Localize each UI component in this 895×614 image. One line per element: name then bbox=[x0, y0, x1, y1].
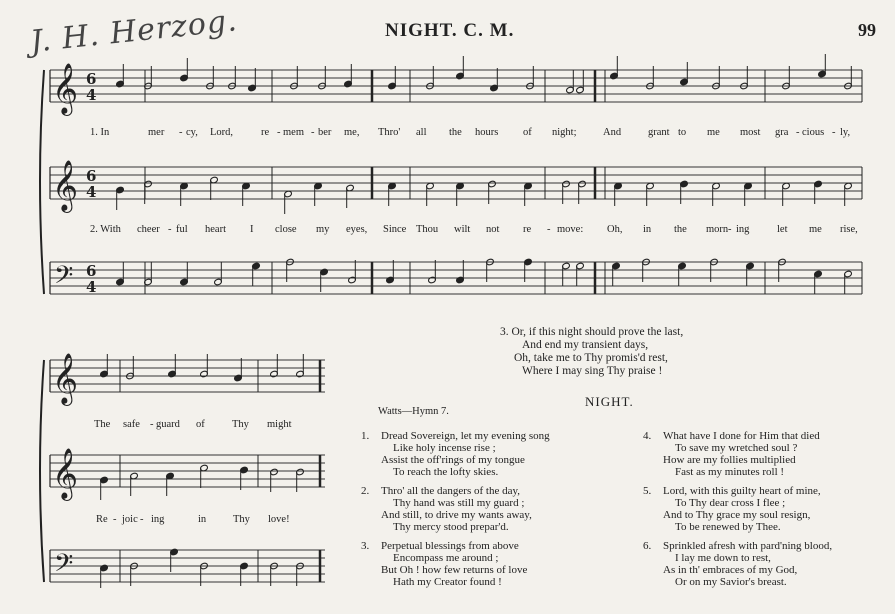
stanza-number: 2. bbox=[361, 485, 370, 497]
stanza-line: And to Thy grace my soul resign, bbox=[663, 509, 811, 521]
lyric-syllable: Thou bbox=[416, 224, 439, 235]
lyric-syllable: not bbox=[486, 224, 500, 235]
stanza-number: 3. bbox=[361, 540, 370, 552]
lyric-syllable: ful bbox=[176, 224, 188, 235]
lyric-syllable: ing bbox=[151, 514, 165, 525]
lyric-syllable: Thy bbox=[233, 514, 250, 525]
lyric-syllable: joic bbox=[122, 514, 138, 525]
lyric-syllable: cious bbox=[802, 127, 825, 138]
lyric-syllable: might bbox=[267, 419, 292, 430]
handwritten-signature: J. H. Herzog. bbox=[28, 3, 240, 60]
lyric-syllable: the bbox=[449, 127, 462, 138]
treble-clef: 𝄞 bbox=[52, 353, 79, 404]
stanza-number: 1. bbox=[361, 430, 370, 442]
system-brace bbox=[40, 360, 44, 582]
stanza-3 bbox=[361, 540, 528, 588]
lyric-syllable: me bbox=[707, 127, 720, 138]
lyric-syllable: Re bbox=[96, 514, 108, 525]
lyric-syllable: re bbox=[261, 127, 270, 138]
lyric-syllable: - bbox=[277, 127, 281, 138]
lyric-syllable: eyes, bbox=[346, 224, 368, 235]
lyric-syllable: mer bbox=[148, 127, 165, 138]
lyric-syllable: ing bbox=[736, 224, 750, 235]
time-signature: 4 bbox=[86, 183, 97, 201]
lyric-syllable: - bbox=[150, 419, 154, 430]
stanza-line: Assist the off'rings of my tongue bbox=[381, 454, 525, 466]
stanza-line: I lay me down to rest, bbox=[675, 552, 771, 564]
time-signature: 6 bbox=[86, 70, 97, 88]
stanza-1 bbox=[361, 430, 550, 478]
system1-verse1-lyrics bbox=[0, 127, 895, 141]
lyric-syllable: cheer bbox=[137, 224, 160, 235]
system2-verse1-lyrics bbox=[0, 419, 340, 433]
stanza-line: Thy hand was still my guard ; bbox=[393, 497, 525, 509]
lyric-syllable: - bbox=[140, 514, 144, 525]
system1-verse2-lyrics bbox=[0, 224, 895, 238]
lyric-syllable: ber bbox=[318, 127, 332, 138]
lyric-syllable: 2. With bbox=[90, 224, 121, 235]
lyric-syllable: of bbox=[196, 419, 205, 430]
stanza-line: To reach the lofty skies. bbox=[393, 466, 499, 478]
page-number: 99 bbox=[858, 20, 876, 40]
stanza-2 bbox=[361, 485, 532, 533]
lyric-syllable: most bbox=[740, 127, 761, 138]
verse3-line: And end my transient days, bbox=[522, 339, 649, 351]
lyric-syllable: heart bbox=[205, 224, 226, 235]
lyric-syllable: I bbox=[250, 224, 254, 235]
lyric-syllable: Thro' bbox=[378, 127, 401, 138]
lyric-syllable: mem bbox=[283, 127, 304, 138]
lyric-syllable: the bbox=[674, 224, 687, 235]
lyric-syllable: 1. In bbox=[90, 127, 110, 138]
lyric-syllable: to bbox=[678, 127, 687, 138]
lyric-syllable: safe bbox=[123, 419, 140, 430]
stanza-line: Perpetual blessings from above bbox=[381, 540, 519, 552]
lyric-syllable: all bbox=[416, 127, 427, 138]
lyric-syllable: morn bbox=[706, 224, 729, 235]
time-signature: 4 bbox=[86, 86, 97, 104]
stanza-line: To be renewed by Thee. bbox=[675, 521, 781, 533]
lyric-syllable: re bbox=[523, 224, 532, 235]
lyric-syllable: - bbox=[113, 514, 117, 525]
hymn-text-title: NIGHT. bbox=[585, 394, 634, 409]
stanza-5 bbox=[643, 485, 821, 533]
stanza-line: Sprinkled afresh with pard'ning blood, bbox=[663, 540, 833, 552]
verse3-line: Oh, take me to Thy promis'd rest, bbox=[514, 352, 668, 364]
lyric-syllable: - bbox=[179, 127, 183, 138]
lyric-syllable: wilt bbox=[454, 224, 471, 235]
stanza-line: What have I done for Him that died bbox=[663, 430, 820, 442]
lyric-syllable: rise, bbox=[840, 224, 858, 235]
lyric-syllable: ly, bbox=[840, 127, 851, 138]
lyric-syllable: - bbox=[796, 127, 800, 138]
lyric-syllable: Lord, bbox=[210, 127, 234, 138]
stanza-line: Dread Sovereign, let my evening song bbox=[381, 430, 550, 442]
stanza-line: Or on my Savior's breast. bbox=[675, 576, 787, 588]
treble-clef: 𝄞 bbox=[52, 160, 79, 211]
stanza-line: Thy mercy stood prepar'd. bbox=[393, 521, 509, 533]
lyric-syllable: - bbox=[168, 224, 172, 235]
stanza-line: Lord, with this guilty heart of mine, bbox=[663, 485, 821, 497]
stanza-number: 4. bbox=[643, 430, 652, 442]
stanza-4 bbox=[643, 430, 820, 478]
stanza-6 bbox=[643, 540, 833, 588]
stanza-line: Encompass me around ; bbox=[393, 552, 499, 564]
verse3-line: 3. Or, if this night should prove the last, bbox=[500, 326, 684, 338]
hymn-title: NIGHT. C. M. bbox=[385, 20, 515, 41]
stanza-line: But Oh ! how few returns of love bbox=[381, 564, 528, 576]
lyric-syllable: me bbox=[809, 224, 822, 235]
bass-clef: 𝄢 bbox=[54, 549, 74, 584]
stanza-line: To Thy dear cross I flee ; bbox=[675, 497, 786, 509]
verse3-line: Where I may sing Thy praise ! bbox=[522, 365, 663, 377]
bass-clef: 𝄢 bbox=[54, 261, 74, 296]
stanza-line: Thro' all the dangers of the day, bbox=[381, 485, 521, 497]
lyric-syllable: - bbox=[547, 224, 551, 235]
stanza-line: To save my wretched soul ? bbox=[675, 442, 798, 454]
lyric-syllable: Since bbox=[383, 224, 407, 235]
lyric-syllable: love! bbox=[268, 514, 290, 525]
lyric-syllable: Oh, bbox=[607, 224, 623, 235]
treble-clef: 𝄞 bbox=[52, 63, 79, 114]
time-signature: 4 bbox=[86, 278, 97, 296]
stanza-number: 5. bbox=[643, 485, 652, 497]
stanza-line: Fast as my minutes roll ! bbox=[675, 466, 785, 478]
lyric-syllable: of bbox=[523, 127, 532, 138]
lyric-syllable: in bbox=[198, 514, 207, 525]
system2-verse2-lyrics bbox=[0, 514, 340, 528]
lyric-syllable: night; bbox=[552, 127, 577, 138]
lyric-syllable: - bbox=[728, 224, 732, 235]
lyric-syllable: grant bbox=[648, 127, 670, 138]
lyric-syllable: gra bbox=[775, 127, 789, 138]
stanza-line: How are my follies multiplied bbox=[663, 454, 796, 466]
hymn-source: Watts—Hymn 7. bbox=[378, 406, 449, 417]
lyric-syllable: let bbox=[777, 224, 788, 235]
lyric-syllable: hours bbox=[475, 127, 499, 138]
lyric-syllable: cy, bbox=[186, 127, 198, 138]
lyric-syllable: guard bbox=[156, 419, 180, 430]
lyric-syllable: - bbox=[311, 127, 315, 138]
lyric-syllable: - bbox=[832, 127, 836, 138]
lyric-syllable: move: bbox=[557, 224, 584, 235]
treble-clef: 𝄞 bbox=[52, 448, 79, 499]
lyric-syllable: The bbox=[94, 419, 111, 430]
lyric-syllable: close bbox=[275, 224, 297, 235]
system-brace bbox=[40, 70, 44, 294]
verse-3 bbox=[500, 326, 683, 378]
stanza-line: As in th' embraces of my God, bbox=[663, 564, 798, 576]
lyric-syllable: my bbox=[316, 224, 330, 235]
lyric-syllable: in bbox=[643, 224, 652, 235]
time-signature: 6 bbox=[86, 262, 97, 280]
lyric-syllable: And bbox=[603, 127, 622, 138]
stanza-line: Hath my Creator found ! bbox=[393, 576, 502, 588]
time-signature: 6 bbox=[86, 167, 97, 185]
stanza-line: And still, to drive my wants away, bbox=[381, 509, 532, 521]
lyric-syllable: Thy bbox=[232, 419, 249, 430]
stanza-line: Like holy incense rise ; bbox=[393, 442, 496, 454]
stanza-number: 6. bbox=[643, 540, 652, 552]
lyric-syllable: me, bbox=[344, 127, 360, 138]
